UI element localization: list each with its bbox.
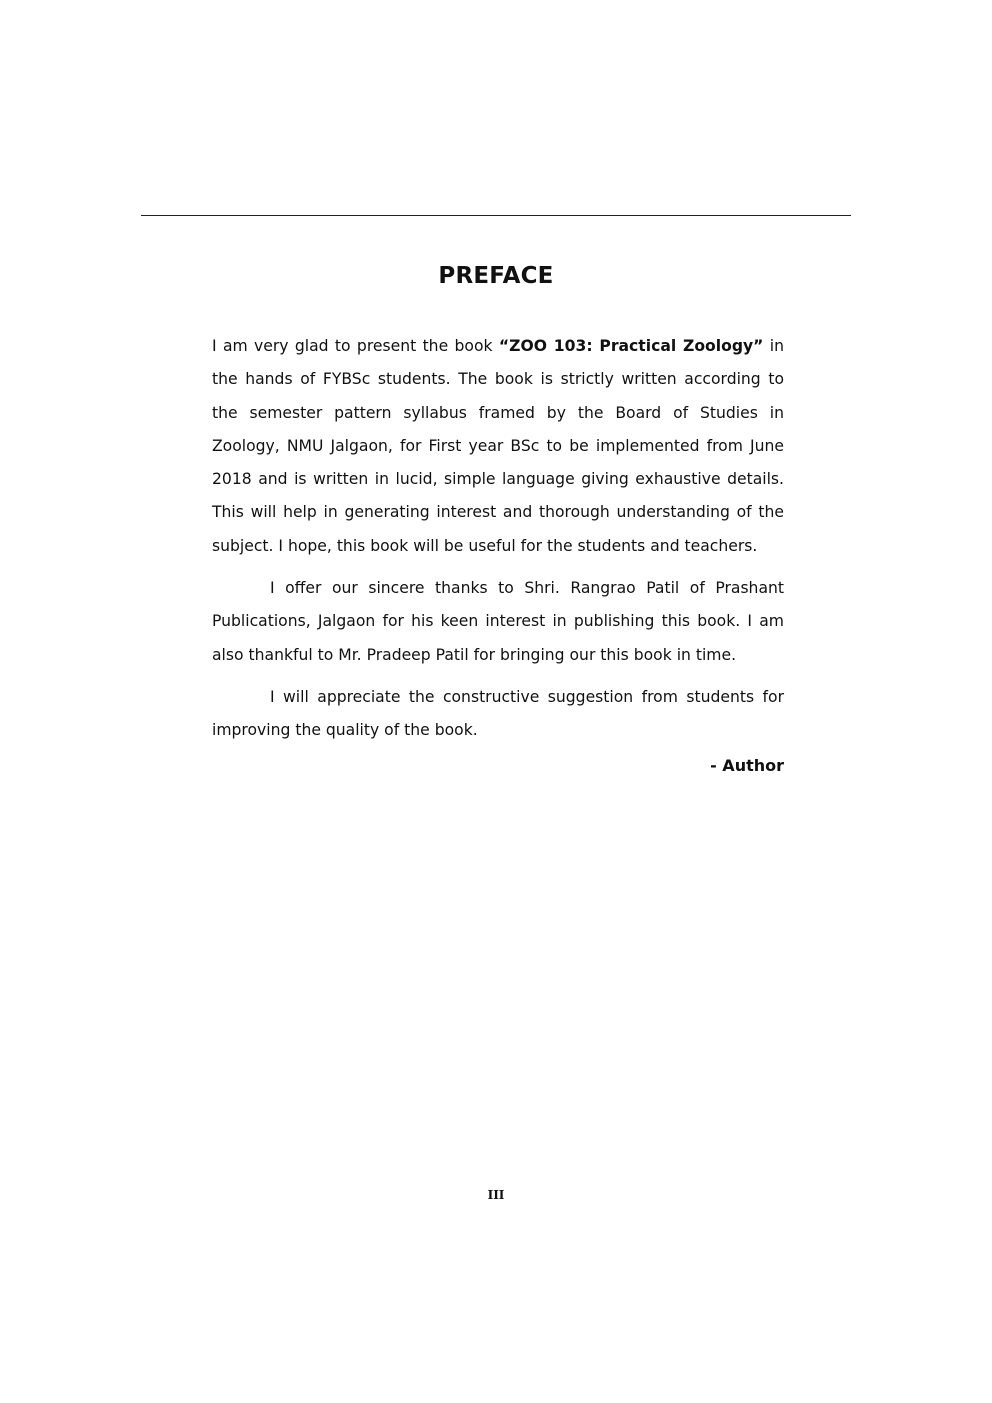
preface-body bbox=[212, 330, 784, 757]
paragraph-suggestion: I will appreciate the constructive suggestion from students for improving the quality of the book. bbox=[212, 687, 784, 740]
intro-text-end: in the hands of FYBSc students. The book is strictly written according to the semester pattern syllabus framed by the Board of Studies in Zoology, NMU Jalgaon, for First year BSc to be implemented from June 2018 and is written in lucid, simple language giving exhaustive details. This will help in generating interest and thorough understanding of the subject. I hope, this book will be useful for the students and teachers. bbox=[212, 337, 784, 555]
book-title: “ZOO 103: Practical Zoology” bbox=[498, 337, 764, 355]
top-rule bbox=[141, 215, 851, 216]
page-title: PREFACE bbox=[438, 263, 554, 289]
page-number: III bbox=[487, 1188, 505, 1202]
author-signature: - Author bbox=[710, 756, 784, 775]
intro-text-start: I am very glad to present the book bbox=[212, 337, 499, 355]
paragraph-intro bbox=[212, 330, 784, 563]
paragraph-thanks: I offer our sincere thanks to Shri. Rangrao Patil of Prashant Publications, Jalgaon for his keen interest in publishing this book. I am also thankful to Mr. Pradeep Patil for bringing our this book in time. bbox=[212, 579, 784, 664]
